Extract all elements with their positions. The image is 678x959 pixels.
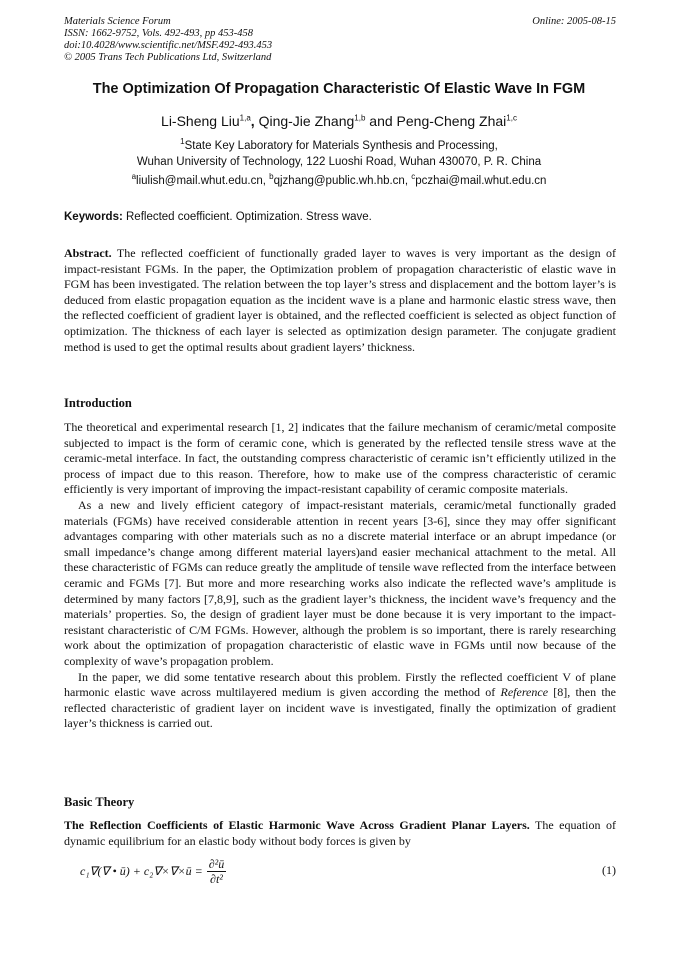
- affiliation-line: Wuhan University of Technology, 122 Luoshi Road, Wuhan 430070, P. R. China: [136, 156, 542, 168]
- equation-expression: [80, 855, 226, 887]
- paragraph: As a new and lively efficient category of impact-resistant materials, ceramic/metal functionally graded materials (FGMs) have received considerable attention in recent years [3-6], since they may offer significant advantages comparing with other materials such as no a discrete material interface or an abrupt impedance (or small impedance’s change among different material layers)and easier mechanical attachment to the metal. All these characteristic of FGMs can reduce greatly the amplitude of tensile wave reflected from the interface between ceramic and FGMs [7]. But more and more researching works also indicate the reflected wave’s amplitude is determined by many factors [7,8,9], such as the gradient layer’s thickness, the incident wave’s frequency and the materials’ properties. So, the design of gradient layer must be done because it is very important to the impact-resistant characteristic of C/M FGMs. However, although the problem is so important, there is rarely researching work about the optimization of propagation characteristic of elastic wave in FGMs until now because of the complexity of wave’s propagation problem.: [64, 497, 616, 668]
- equation-denominator: ∂t²: [210, 871, 223, 886]
- email-mark: a: [131, 172, 137, 182]
- equation-lhs: c₁∇(∇ • ū) + c₂∇×∇×ū =: [80, 863, 203, 878]
- doi: doi:10.4028/www.scientific.net/MSF.492-493.453: [64, 40, 273, 51]
- affiliation-mark: 1: [180, 137, 185, 147]
- equation-1: [80, 855, 616, 887]
- paragraph-text: In the paper, we did some tentative research about this problem. Firstly the reflected coefficient V of plane harmonic elastic wave across multilayered medium is given according the method of: [64, 669, 616, 700]
- issn: ISSN: 1662-9752, Vols. 492-493, pp 453-458: [64, 28, 253, 39]
- paragraph: The theoretical and experimental research [1, 2] indicates that the failure mechanism of ceramic/metal composite subjected to impact is the form of ceramic cone, which is generated by the reflected tensile stress wave at the ceramic-metal interface. In fact, the outstanding compress characteristic of ceramic isn’t efficiently utilized in the process of impact due to this reason. Therefore, how to make use of the compress characteristic of ceramic efficiently is very important of improving the impact-resistant capability of ceramic composite materials.: [64, 420, 616, 497]
- abstract: [64, 246, 616, 355]
- email-mark: c: [411, 172, 416, 182]
- keywords-label: Keywords:: [64, 211, 123, 223]
- author-affil-mark: 1,b: [354, 113, 366, 123]
- author-separator: and: [365, 113, 397, 129]
- subsection-reflection-coefficients: [64, 818, 616, 849]
- journal-name: Materials Science Forum: [64, 16, 171, 27]
- author-separator: ,: [250, 113, 259, 129]
- subsection-text: The equation of dynamic equilibrium for an elastic body without body forces is given by: [64, 818, 616, 848]
- author-affil-mark: 1,c: [506, 113, 517, 123]
- author-affil-mark: 1,a: [239, 113, 251, 123]
- author-list: [40, 113, 638, 129]
- copyright: © 2005 Trans Tech Publications Ltd, Switzerland: [64, 52, 272, 63]
- email-link[interactable]: qjzhang@public.wh.hb.cn,: [273, 175, 412, 187]
- paper-title: The Optimization Of Propagation Characteristic Of Elastic Wave In FGM: [92, 81, 586, 97]
- author-emails: [40, 172, 638, 187]
- section-heading-basic-theory: Basic Theory: [64, 795, 135, 809]
- affiliation: [40, 138, 638, 170]
- email-link[interactable]: liulish@mail.whut.edu.cn,: [136, 175, 270, 187]
- abstract-text: The reflected coefficient of functionally graded layer to waves is very important as the design of impact-resistant FGMs. In the paper, the Optimization problem of propagation characteristic of elastic wave in FGM has been investigated. The relation between the top layer’s stress and displacement and the bottom layer’s is deduced from elastic propagation equation as the incident wave is a plane and harmonic elastic stress wave, then the reflected coefficient of gradient layer is obtained, and the reflected coefficient is selected as object function of optimization. The thickness of each layer is selected as optimization design parameter. The conjugate gradient method is used to get the optimal results about gradient layers’ thickness.: [64, 246, 616, 354]
- introduction-body: [64, 420, 616, 732]
- abstract-label: Abstract.: [64, 246, 112, 260]
- equation-number: (1): [602, 863, 616, 877]
- section-heading-introduction: Introduction: [64, 396, 132, 410]
- affiliation-line: [40, 138, 638, 154]
- journal-header: [64, 16, 616, 64]
- reference-word: Reference: [500, 685, 549, 700]
- equation-numerator: ∂²ū: [208, 856, 225, 871]
- paragraph: [64, 670, 616, 732]
- author-name: Li-Sheng Liu: [161, 113, 240, 129]
- subsection-title: The Reflection Coefficients of Elastic Harmonic Wave Across Gradient Planar Layers.: [64, 818, 530, 832]
- author-name: Peng-Cheng Zhai: [396, 113, 507, 129]
- equation-fraction: [207, 857, 227, 886]
- email-link[interactable]: pczhai@mail.whut.edu.cn: [415, 175, 547, 187]
- email-mark: b: [269, 172, 274, 182]
- keywords: [64, 211, 616, 223]
- affiliation-text: State Key Laboratory for Materials Synthesis and Processing,: [184, 140, 498, 152]
- paragraph-text: [8], then the reflected characteristic of gradient layer on incident wave is investigated, finally the optimization of gradient layer’s thickness is carried out.: [64, 685, 616, 731]
- keywords-text: Reflected coefficient. Optimization. Stress wave.: [122, 211, 372, 223]
- author-name: Qing-Jie Zhang: [258, 113, 355, 129]
- online-date: Online: 2005-08-15: [532, 16, 616, 27]
